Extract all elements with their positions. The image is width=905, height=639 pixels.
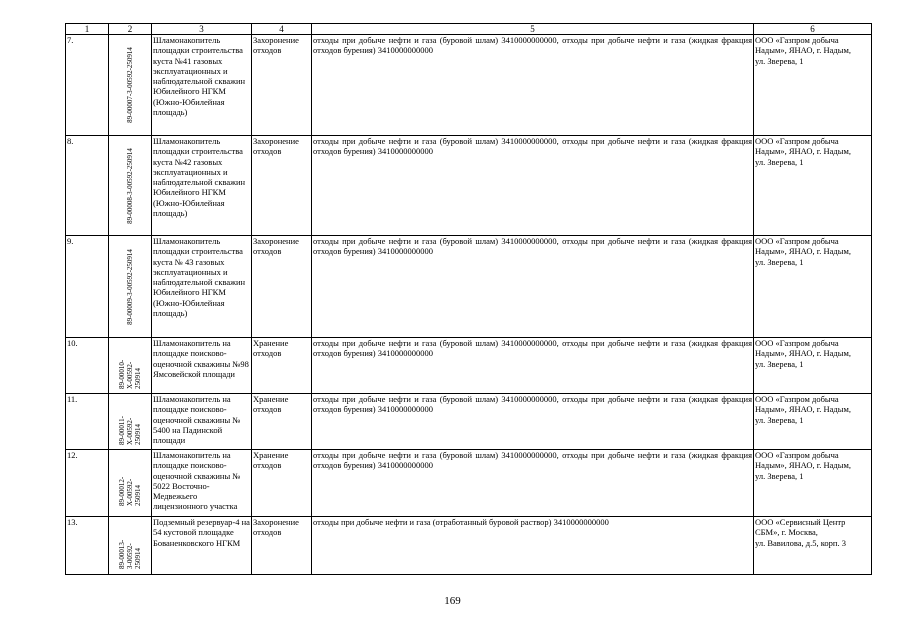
operator-name: ООО «Газпром добыча Надым», ЯНАО, г. Надым, [755,236,851,257]
table-row [66,35,872,136]
purpose: Захоронение отходов [252,35,312,136]
purpose: Захоронение отходов [252,517,312,575]
column-header: 2 [109,24,152,35]
object-name: Шламонакопитель на площадке поисково-оценочной скважины № 5022 Восточно-Медвежьего лицензионного участка [152,450,252,517]
registry-code: 89-00008-З-00592-250914 [126,147,134,224]
waste-types: отходы при добыче нефти и газа (буровой шлам) 3410000000000, отходы при добыче нефти и газа (жидкая фракция отходов бурения) 3410000000000 [312,35,754,136]
page-number: 169 [444,595,461,607]
waste-types: отходы при добыче нефти и газа (буровой шлам) 3410000000000, отходы при добыче нефти и газа (жидкая фракция отходов бурения) 3410000000000 [312,338,754,394]
waste-types: отходы при добыче нефти и газа (отработанный буровой раствор) 3410000000000 [312,517,754,575]
object-name: Шламонакопитель на площадке поисково-оценочной скважины № 5400 на Падинской площади [152,394,252,450]
row-number: 13. [66,517,109,575]
registry-code: 89-00013-З-00592-250914 [118,539,142,569]
purpose: Захоронение отходов [252,136,312,236]
object-name: Шламонакопитель площадки строительства куста №42 газовых эксплуатационных и наблюдательной скважин Юбилейного НГКМ (Южно-Юбилейная площадь) [152,136,252,236]
registry-code: 89-00010-Х-00592-250914 [118,359,142,389]
table-row [66,450,872,517]
operator-name: ООО «Газпром добыча Надым», ЯНАО, г. Надым, [755,394,851,415]
operator-name: ООО «Газпром добыча Надым», ЯНАО, г. Надым, [755,136,851,157]
registry-code: 89-00009-З-00592-250914 [126,248,134,325]
table-row [66,394,872,450]
operator-name: ООО «Газпром добыча Надым», ЯНАО, г. Надым, [755,450,851,471]
operator-address: ул. Зверева, 1 [755,358,804,369]
operator-name: ООО «Сервисный Центр СБМ», г. Москва, [755,517,846,538]
object-name: Шламонакопитель площадки строительства куста №41 газовых эксплуатационных и наблюдательной скважин Юбилейного НГКМ (Южно-Юбилейная площадь) [152,35,252,136]
row-number: 10. [66,338,109,394]
operator-cell [754,517,872,575]
registry-code-cell [109,517,152,575]
operator-cell [754,136,872,236]
object-name: Шламонакопитель на площадке поисково-оценочной скважины №98 Ямсовейской площади [152,338,252,394]
operator-cell [754,35,872,136]
column-header: 1 [66,24,109,35]
column-header: 6 [754,24,872,35]
object-name: Подземный резервуар-4 на 54 кустовой площадке Бованенковского НГКМ [152,517,252,575]
waste-types: отходы при добыче нефти и газа (буровой шлам) 3410000000000, отходы при добыче нефти и газа (жидкая фракция отходов бурения) 3410000000000 [312,450,754,517]
operator-address: ул. Зверева, 1 [755,55,804,66]
row-number: 7. [66,35,109,136]
operator-address: ул. Зверева, 1 [755,256,804,267]
registry-code-cell [109,450,152,517]
register-table [65,23,872,575]
row-number: 12. [66,450,109,517]
purpose: Хранение отходов [252,338,312,394]
table-row [66,517,872,575]
waste-types: отходы при добыче нефти и газа (буровой шлам) 3410000000000, отходы при добыче нефти и газа (жидкая фракция отходов бурения) 3410000000000 [312,236,754,338]
operator-address: ул. Зверева, 1 [755,470,804,481]
registry-code: 89-00011-Х-00592-250914 [118,415,142,445]
header-row [66,24,872,35]
waste-types: отходы при добыче нефти и газа (буровой шлам) 3410000000000, отходы при добыче нефти и газа (жидкая фракция отходов бурения) 3410000000000 [312,394,754,450]
row-number: 9. [66,236,109,338]
operator-address: ул. Зверева, 1 [755,414,804,425]
object-name: Шламонакопитель площадки строительства куста № 43 газовых эксплуатационных и наблюдательной скважин Юбилейного НГКМ (Южно-Юбилейная площадь) [152,236,252,338]
table-row [66,136,872,236]
operator-cell [754,450,872,517]
table-row [66,236,872,338]
purpose: Захоронение отходов [252,236,312,338]
purpose: Хранение отходов [252,394,312,450]
registry-code-cell [109,35,152,136]
table-row [66,338,872,394]
registry-code: 89-00012-Х-00592-250914 [118,476,142,506]
operator-address: ул. Зверева, 1 [755,156,804,167]
column-header: 5 [312,24,754,35]
registry-code-cell [109,236,152,338]
waste-types: отходы при добыче нефти и газа (буровой шлам) 3410000000000, отходы при добыче нефти и газа (жидкая фракция отходов бурения) 3410000000000 [312,136,754,236]
purpose: Хранение отходов [252,450,312,517]
row-number: 8. [66,136,109,236]
registry-code-cell [109,338,152,394]
operator-address: ул. Вавилова, д.5, корп. 3 [755,537,846,548]
operator-name: ООО «Газпром добыча Надым», ЯНАО, г. Надым, [755,35,851,56]
column-header: 4 [252,24,312,35]
operator-cell [754,236,872,338]
operator-cell [754,394,872,450]
registry-code-cell [109,394,152,450]
column-header: 3 [152,24,252,35]
registry-code-cell [109,136,152,236]
operator-name: ООО «Газпром добыча Надым», ЯНАО, г. Надым, [755,338,851,359]
registry-code: 89-00007-З-00592-250914 [126,47,134,123]
row-number: 11. [66,394,109,450]
operator-cell [754,338,872,394]
